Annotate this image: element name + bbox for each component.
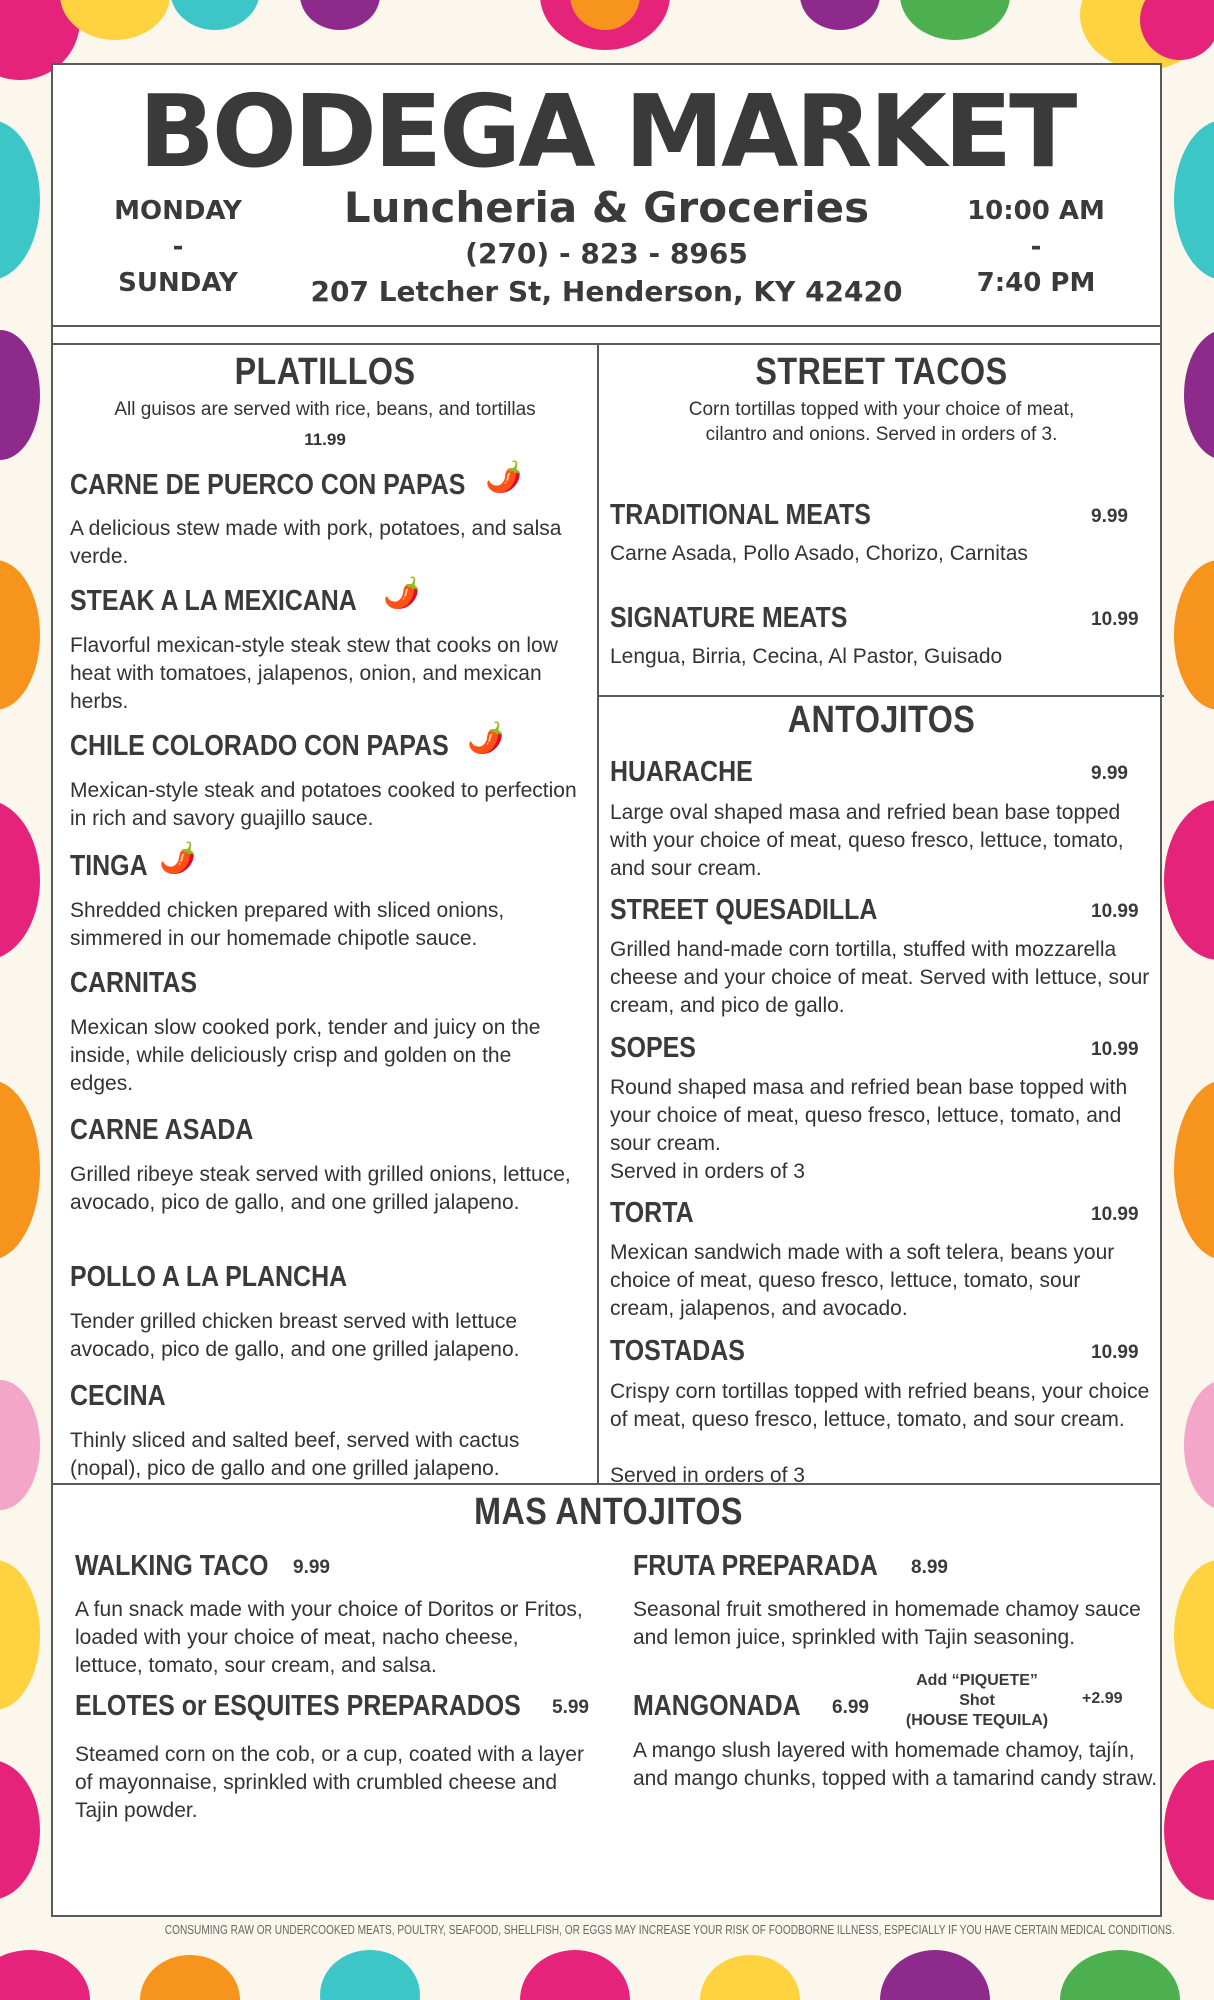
menu-item-name: STEAK A LA MEXICANA bbox=[70, 585, 357, 617]
address: 207 Letcher St, Henderson, KY 42420 bbox=[310, 275, 903, 308]
menu-item-desc: Crispy corn tortillas topped with refried beans, your choice of meat, queso fresco, lettuce, tomato, and sour cream. bbox=[610, 1380, 1150, 1431]
menu-item-name: SOPES bbox=[610, 1032, 696, 1064]
phone-number: (270) - 823 - 8965 bbox=[465, 237, 748, 270]
menu-header bbox=[53, 65, 1160, 327]
hour-sep: - bbox=[1030, 232, 1042, 262]
menu-item-name: TRADITIONAL MEATS bbox=[610, 499, 871, 531]
menu-item-desc: Round shaped masa and refried bean base topped with your choice of meat, queso fresco, lettuce, tomato, and sour cream. bbox=[610, 1076, 1128, 1155]
restaurant-subtitle: Luncheria & Groceries bbox=[343, 183, 870, 232]
menu-item-price: 8.99 bbox=[911, 1557, 948, 1578]
menu-item-desc: A fun snack made with your choice of Doritos or Fritos, loaded with your choice of meat, nacho cheese, lettuce, tomato, sour cream, and salsa. bbox=[75, 1598, 583, 1677]
disclaimer: CONSUMING RAW OR UNDERCOOKED MEATS, POULTRY, SEAFOOD, SHELLFISH, OR EGGS MAY INCREASE YOUR RISK OF FOODBORNE ILLNESS, ESPECIALLY IF YOU HAVE CERTAIN MEDICAL CONDITIONS. bbox=[164, 1922, 1175, 1937]
section-title-platillos: PLATILLOS bbox=[234, 351, 416, 393]
menu-item-desc: Mexican-style steak and potatoes cooked to perfection in rich and savory guajillo sauce. bbox=[70, 779, 577, 830]
menu-frame bbox=[51, 63, 1162, 1917]
menu-item-desc: Mexican slow cooked pork, tender and juicy on the inside, while deliciously crisp and golden on the edges. bbox=[70, 1016, 541, 1095]
menu-item-name: POLLO A LA PLANCHA bbox=[70, 1261, 348, 1293]
menu-item-price: 6.99 bbox=[832, 1697, 869, 1718]
menu-item-price: 9.99 bbox=[1091, 506, 1128, 527]
day-start: MONDAY bbox=[114, 196, 242, 226]
hour-close: 7:40 PM bbox=[976, 268, 1096, 298]
column-divider bbox=[597, 343, 599, 1483]
addon-price: +2.99 bbox=[1082, 1690, 1123, 1707]
menu-item-name: FRUTA PREPARADA bbox=[633, 1550, 878, 1582]
menu-item-note: Served in orders of 3 bbox=[610, 1464, 805, 1487]
open-days bbox=[78, 193, 278, 301]
pepper-icon: 🌶️ bbox=[383, 577, 421, 610]
menu-item-price: 10.99 bbox=[1091, 609, 1139, 630]
menu-item-name: CECINA bbox=[70, 1380, 166, 1412]
menu-item-name: ELOTES or ESQUITES PREPARADOS bbox=[75, 1690, 521, 1722]
menu-item-desc: Grilled ribeye steak served with grilled onions, lettuce, avocado, pico de gallo, and one grilled jalapeno. bbox=[70, 1163, 571, 1214]
menu-item-price: 10.99 bbox=[1091, 1039, 1139, 1060]
menu-item-price: 10.99 bbox=[1091, 901, 1139, 922]
menu-item-name: CARNE ASADA bbox=[70, 1114, 254, 1146]
open-hours bbox=[936, 193, 1136, 301]
menu-item-name: TINGA bbox=[70, 850, 148, 882]
menu-item-desc: Mexican sandwich made with a soft telera, beans your choice of meat, queso fresco, lettuce, tomato, sour cream, jalapenos, and avocado. bbox=[610, 1241, 1115, 1320]
menu-item-name: MANGONADA bbox=[633, 1690, 801, 1722]
restaurant-name: BODEGA MARKET bbox=[138, 73, 1075, 190]
menu-item-desc: Steamed corn on the cob, or a cup, coated with a layer of mayonnaise, sprinkled with crumbled cheese and Tajin powder. bbox=[75, 1743, 584, 1822]
day-end: SUNDAY bbox=[118, 268, 238, 298]
addon-label bbox=[897, 1671, 1057, 1731]
menu-item-name: STREET QUESADILLA bbox=[610, 894, 878, 926]
section-title-antojitos: ANTOJITOS bbox=[787, 699, 976, 741]
addon-subtitle: (HOUSE TEQUILA) bbox=[905, 1712, 1049, 1729]
menu-item-desc: Seasonal fruit smothered in homemade chamoy sauce and lemon juice, sprinkled with Tajin seasoning. bbox=[633, 1598, 1141, 1649]
pepper-icon: 🌶️ bbox=[485, 461, 523, 494]
menu-item-name: TOSTADAS bbox=[610, 1335, 745, 1367]
menu-item-desc: Shredded chicken prepared with sliced onions, simmered in our homemade chipotle sauce. bbox=[70, 899, 505, 950]
section-title-street-tacos: STREET TACOS bbox=[755, 351, 1008, 393]
menu-item-desc: Tender grilled chicken breast served with lettuce avocado, pico de gallo, and one grilled jalapeno. bbox=[70, 1310, 520, 1361]
menu-item-note: Served in orders of 3 bbox=[610, 1160, 805, 1183]
platillos-price: 11.99 bbox=[304, 430, 346, 449]
menu-item-name: TORTA bbox=[610, 1197, 694, 1229]
menu-item-price: 9.99 bbox=[1091, 763, 1128, 784]
menu-item-price: 9.99 bbox=[293, 1557, 330, 1578]
divider bbox=[53, 343, 1160, 345]
menu-item-name: CHILE COLORADO CON PAPAS bbox=[70, 730, 449, 762]
menu-item-name: WALKING TACO bbox=[75, 1550, 269, 1582]
menu-item-name: SIGNATURE MEATS bbox=[610, 602, 848, 634]
day-sep: - bbox=[172, 232, 184, 262]
menu-item-desc: Lengua, Birria, Cecina, Al Pastor, Guisado bbox=[610, 645, 1003, 668]
menu-item-desc: Grilled hand-made corn tortilla, stuffed with mozzarella cheese and your choice of meat. Served with lettuce, sour cream, and pico de gallo. bbox=[610, 938, 1150, 1017]
menu-item-desc: A mango slush layered with homemade chamoy, tajín, and mango chunks, topped with a tamarind candy straw. bbox=[633, 1739, 1158, 1790]
hour-open: 10:00 AM bbox=[967, 196, 1105, 226]
addon-title: Add “PIQUETE” Shot bbox=[916, 1672, 1038, 1709]
platillos-note: All guisos are served with rice, beans, and tortillas bbox=[114, 399, 536, 420]
street-tacos-note: Corn tortillas topped with your choice of meat, cilantro and onions. Served in orders of 3. bbox=[688, 399, 1075, 445]
menu-item-desc: A delicious stew made with pork, potatoes, and salsa verde. bbox=[70, 517, 562, 568]
pepper-icon: 🌶️ bbox=[467, 722, 505, 755]
menu-item-price: 10.99 bbox=[1091, 1342, 1139, 1363]
menu-item-desc: Thinly sliced and salted beef, served with cactus (nopal), pico de gallo and one grilled jalapeno. bbox=[70, 1429, 520, 1480]
pepper-icon: 🌶️ bbox=[159, 842, 197, 875]
menu-item-desc: Carne Asada, Pollo Asado, Chorizo, Carnitas bbox=[610, 542, 1028, 565]
menu-item-desc: Flavorful mexican-style steak stew that cooks on low heat with tomatoes, jalapenos, onion, and mexican herbs. bbox=[70, 634, 558, 713]
menu-item-price: 10.99 bbox=[1091, 1204, 1139, 1225]
divider bbox=[599, 695, 1164, 697]
menu-item-price: 5.99 bbox=[552, 1697, 589, 1718]
menu-item-name: CARNE DE PUERCO CON PAPAS bbox=[70, 469, 466, 501]
menu-item-name: CARNITAS bbox=[70, 967, 198, 999]
menu-item-desc: Large oval shaped masa and refried bean base topped with your choice of meat, queso fresco, lettuce, tomato, and sour cream. bbox=[610, 801, 1124, 880]
section-title-mas-antojitos: MAS ANTOJITOS bbox=[474, 1491, 743, 1533]
menu-item-name: HUARACHE bbox=[610, 756, 753, 788]
